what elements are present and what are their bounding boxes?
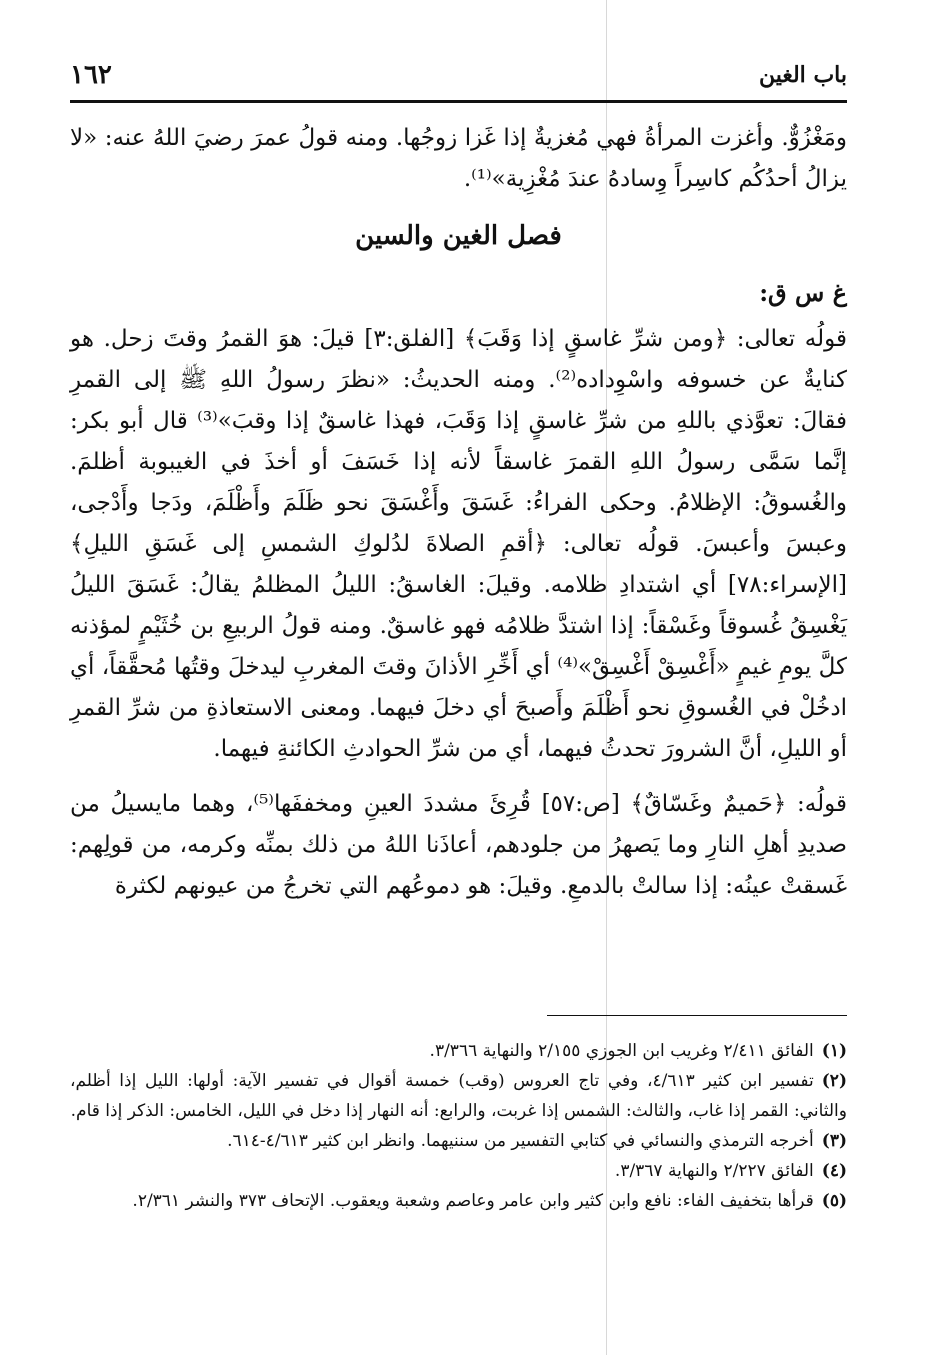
footnote	[70, 1156, 847, 1186]
chapter-title: باب الغين	[758, 62, 847, 88]
footnote-rule	[547, 1015, 847, 1016]
footnote-number: (١)	[821, 1041, 847, 1061]
footnote-text: أخرجه الترمذي والنسائي في كتابي التفسير من سننيهما. وانظر ابن كثير ٤/٦١٣-٦١٤.	[227, 1131, 814, 1151]
header-rule	[70, 100, 847, 103]
footnote-number: (٢)	[821, 1071, 847, 1091]
footnote-number: (٤)	[821, 1161, 847, 1181]
footnote	[70, 1036, 847, 1066]
footnote	[70, 1126, 847, 1156]
footnote-number: (٥)	[821, 1191, 847, 1211]
root-entry-label: غ س ق:	[759, 278, 847, 307]
footnote-text: تفسير ابن كثير ٤/٦١٣، وفي تاج العروس (وقب) خمسة أقوال في تفسير الآية: أولها: الليل إذا أظلم، والثاني: القمر إذا غاب، والثالث: الشمس إذا غربت، والرابع: أنه النهار إذا دخل في الليل، الخامس: الذكر إذا قام.	[70, 1071, 847, 1121]
paragraph: قولُه: ﴿حَميمٌ وغَسّاقٌ﴾ [ص:٥٧] قُرِئَ مشددَ العينِ ومخففَها⁽⁵⁾، وهما مايسيلُ من صديدِ أهلِ النارِ وما يَصهرُ من جلودهم، أعاذَنا اللهُ من ذلك بمنِّه وكرمه، من قولِهم: غَسقتْ عينُه: إذا سالتْ بالدمعِ. وقيلَ: هو دموعُهم التي تخرجُ من عيونهم لكثرة	[70, 791, 847, 899]
footnote-text: الفائق ٢/٢٢٧ والنهاية ٣/٣٦٧.	[614, 1161, 814, 1181]
paragraph: ومَغْزُوٌّ. وأغزت المرأةُ فهي مُغزيةٌ إذا غَزا زوجُها. ومنه قولُ عمرَ رضيَ اللهُ عنه: «لا يزالُ أحدُكُم كاسِراً وِسادهُ عندَ مُغْزِية»⁽¹⁾.	[70, 125, 847, 192]
section-heading: فصل الغين والسين	[355, 221, 562, 251]
footnotes	[70, 1036, 847, 1216]
footnote	[70, 1186, 847, 1216]
footnote-number: (٣)	[821, 1131, 847, 1151]
page-number: ١٦٢	[70, 60, 112, 90]
footnote	[70, 1066, 847, 1126]
paragraph: قولُه تعالى: ﴿ومن شرِّ غاسقٍ إذا وَقَبَ﴾ [الفلق:٣] قيلَ: هوَ القمرُ وقتَ زحل. هو كنايةٌ عن خسوفه واسْوِداده⁽²⁾. ومنه الحديثُ: «نظرَ رسولُ اللهِ ﷺ إلى القمرِ فقالَ: تعوَّذي باللهِ من شرِّ غاسقٍ إذا وَقَبَ، فهذا غاسقٌ إذا وقبَ»⁽³⁾ قال أبو بكر: إنَّما سَمَّى رسولُ اللهِ القمرَ غاسقاً لأنه إذا خَسَفَ أو أخذَ في الغيبوبة أظلمَ. والغُسوقُ: الإظلامُ. وحكى الفراءُ: غَسَقَ وأَغْسَقَ نحو ظَلَمَ وأَظْلَمَ، ودَجا وأَدْجى، وعبسَ وأعبسَ. قولُه تعالى: ﴿أقمِ الصلاةَ لدُلوكِ الشمسِ إلى غَسَقِ الليلِ﴾ [الإسراء:٧٨] أي اشتدادِ ظلامه. وقيلَ: الغاسقُ: الليلُ المظلمُ يقالُ: غَسَقَ الليلُ يَغْسِقُ غُسوقاً وغَسْقاً: إذا اشتدَّ ظلامُه فهو غاسقٌ. ومنه قولُ الربيعِ بن خُثَيْمٍ لمؤذنه كلَّ يومِ غيمٍ «أَغْسِقْ أَغْسِقْ»⁽⁴⁾ أي أَخِّرِ الأذانَ وقتَ المغربِ ليدخلَ وقتُها مُحقَّقاً، أي ادخُلْ في الغُسوقِ نحو أَظْلَمَ وأَصبحَ أي دخلَ فيهما. ومعنى الاستعاذةِ من شرِّ القمرِ أو الليلِ، أنَّ الشرورَ تحدثُ فيهما، أي من شرِّ الحوادثِ الكائنةِ فيهما.	[70, 326, 848, 762]
footnote-text: قرأها بتخفيف الفاء: نافع وابن كثير وابن عامر وعاصم وشعبة ويعقوب. الإتحاف ٣٧٣ والنشر ٢/٣٦١.	[132, 1191, 814, 1211]
footnote-text: الفائق ٢/٤١١ وغريب ابن الجوزي ٢/١٥٥ والنهاية ٣/٣٦٦.	[429, 1041, 814, 1061]
main-text	[70, 118, 847, 907]
running-header	[70, 55, 847, 95]
